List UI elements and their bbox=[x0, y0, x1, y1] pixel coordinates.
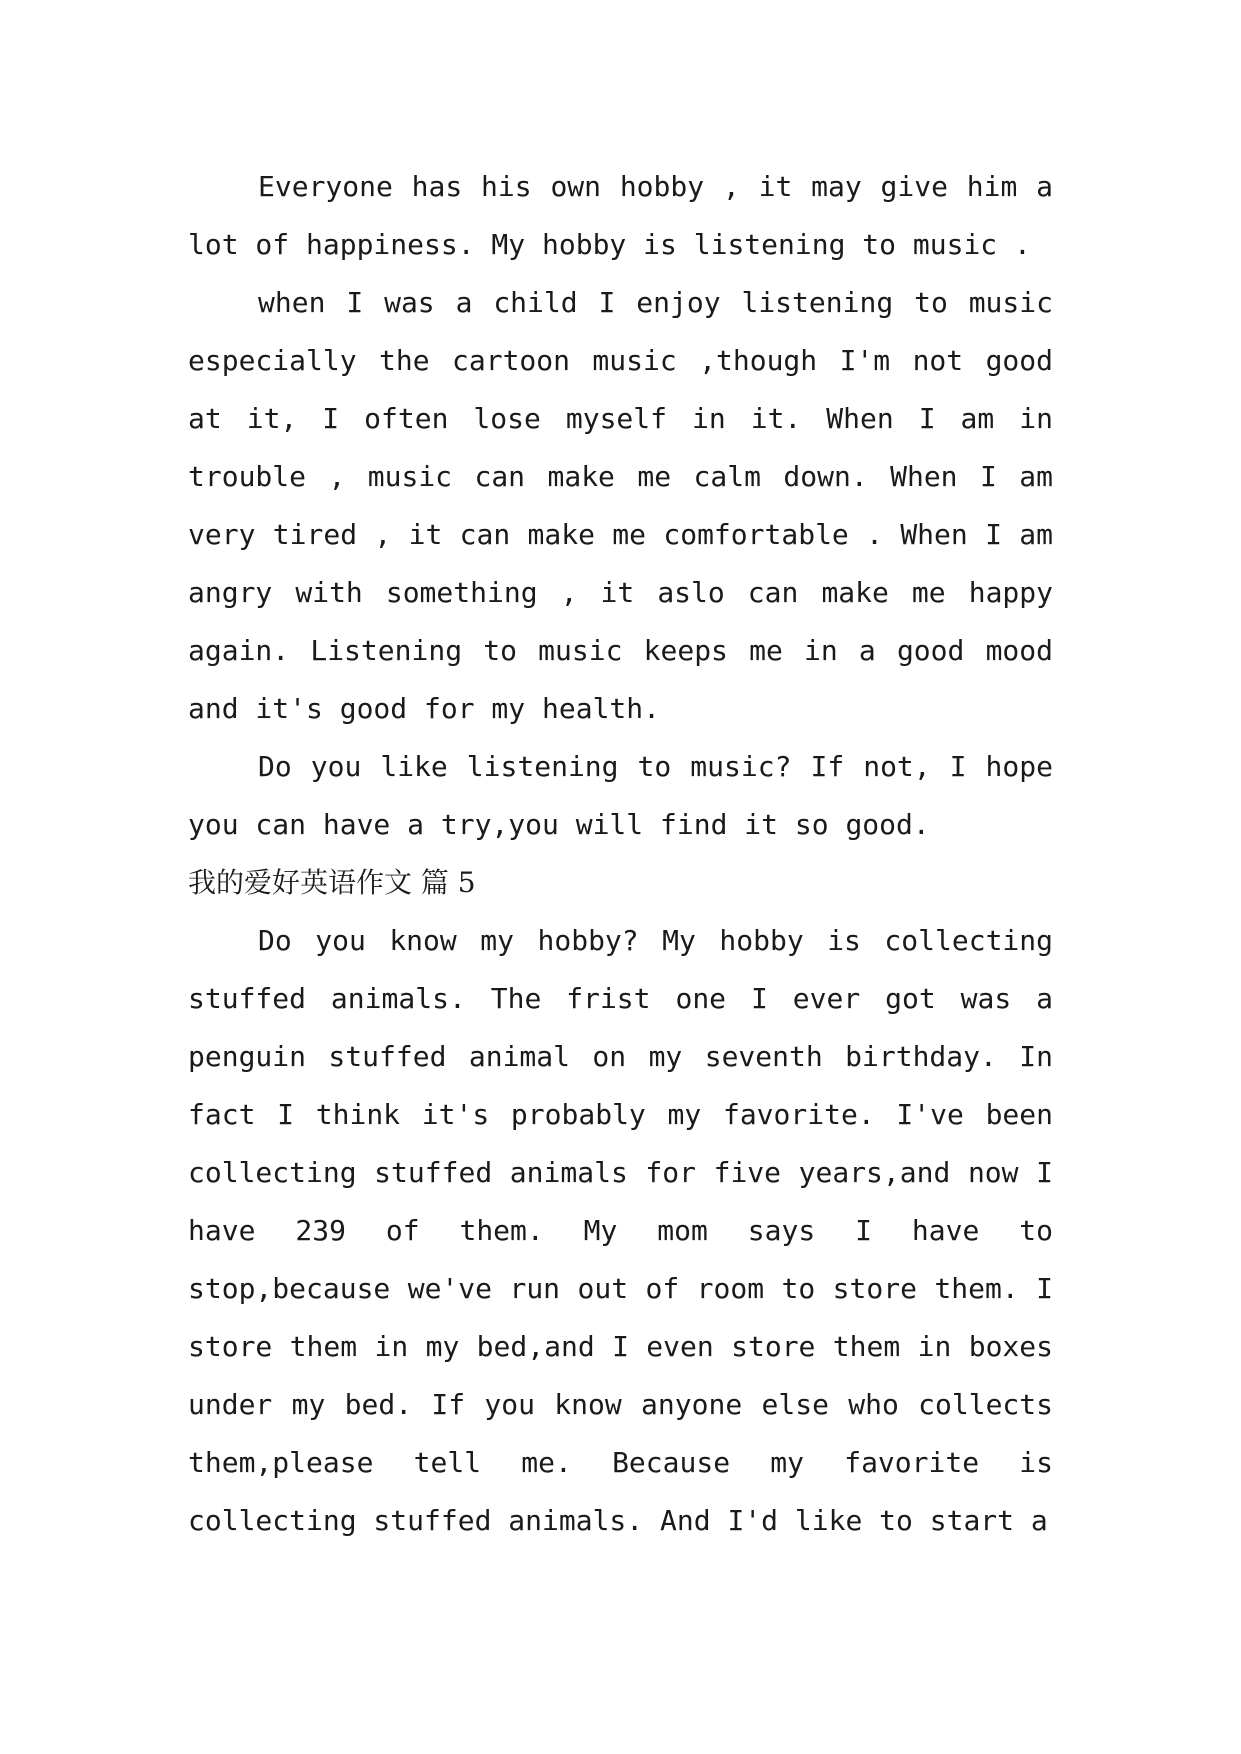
paragraph-stuffed-animals: Do you know my hobby? My hobby is collecting stuffed animals. The frist one I ever got was a penguin stuffed animal on my seventh birthday. In fact I think it's probably my favorite. I've been collecting stuffed animals for five years,and now I have 239 of them. My mom says I have to stop,because we've run out of room to store them. I store them in my bed,and I even store them in boxes under my bed. If you know anyone else who collects them,please tell me. Because my favorite is collecting stuffed animals. And I'd like to start a bbox=[188, 924, 1053, 1537]
section-heading: 我的爱好英语作文 篇 5 bbox=[188, 866, 476, 899]
document-body bbox=[188, 158, 1053, 1550]
paragraph-invitation: Do you like listening to music? If not, I hope you can have a try,you will find it so good. bbox=[188, 750, 1053, 841]
paragraph-childhood-music: when I was a child I enjoy listening to music especially the cartoon music ,though I'm not good at it, I often lose myself in it. When I am in trouble , music can make me calm down. When I am very tired , it can make me comfortable . When I am angry with something , it aslo can make me happy again. Listening to music keeps me in a good mood and it's good for my health. bbox=[188, 286, 1053, 725]
paragraph-hobby-intro: Everyone has his own hobby , it may give him a lot of happiness. My hobby is listening to music . bbox=[188, 170, 1053, 261]
